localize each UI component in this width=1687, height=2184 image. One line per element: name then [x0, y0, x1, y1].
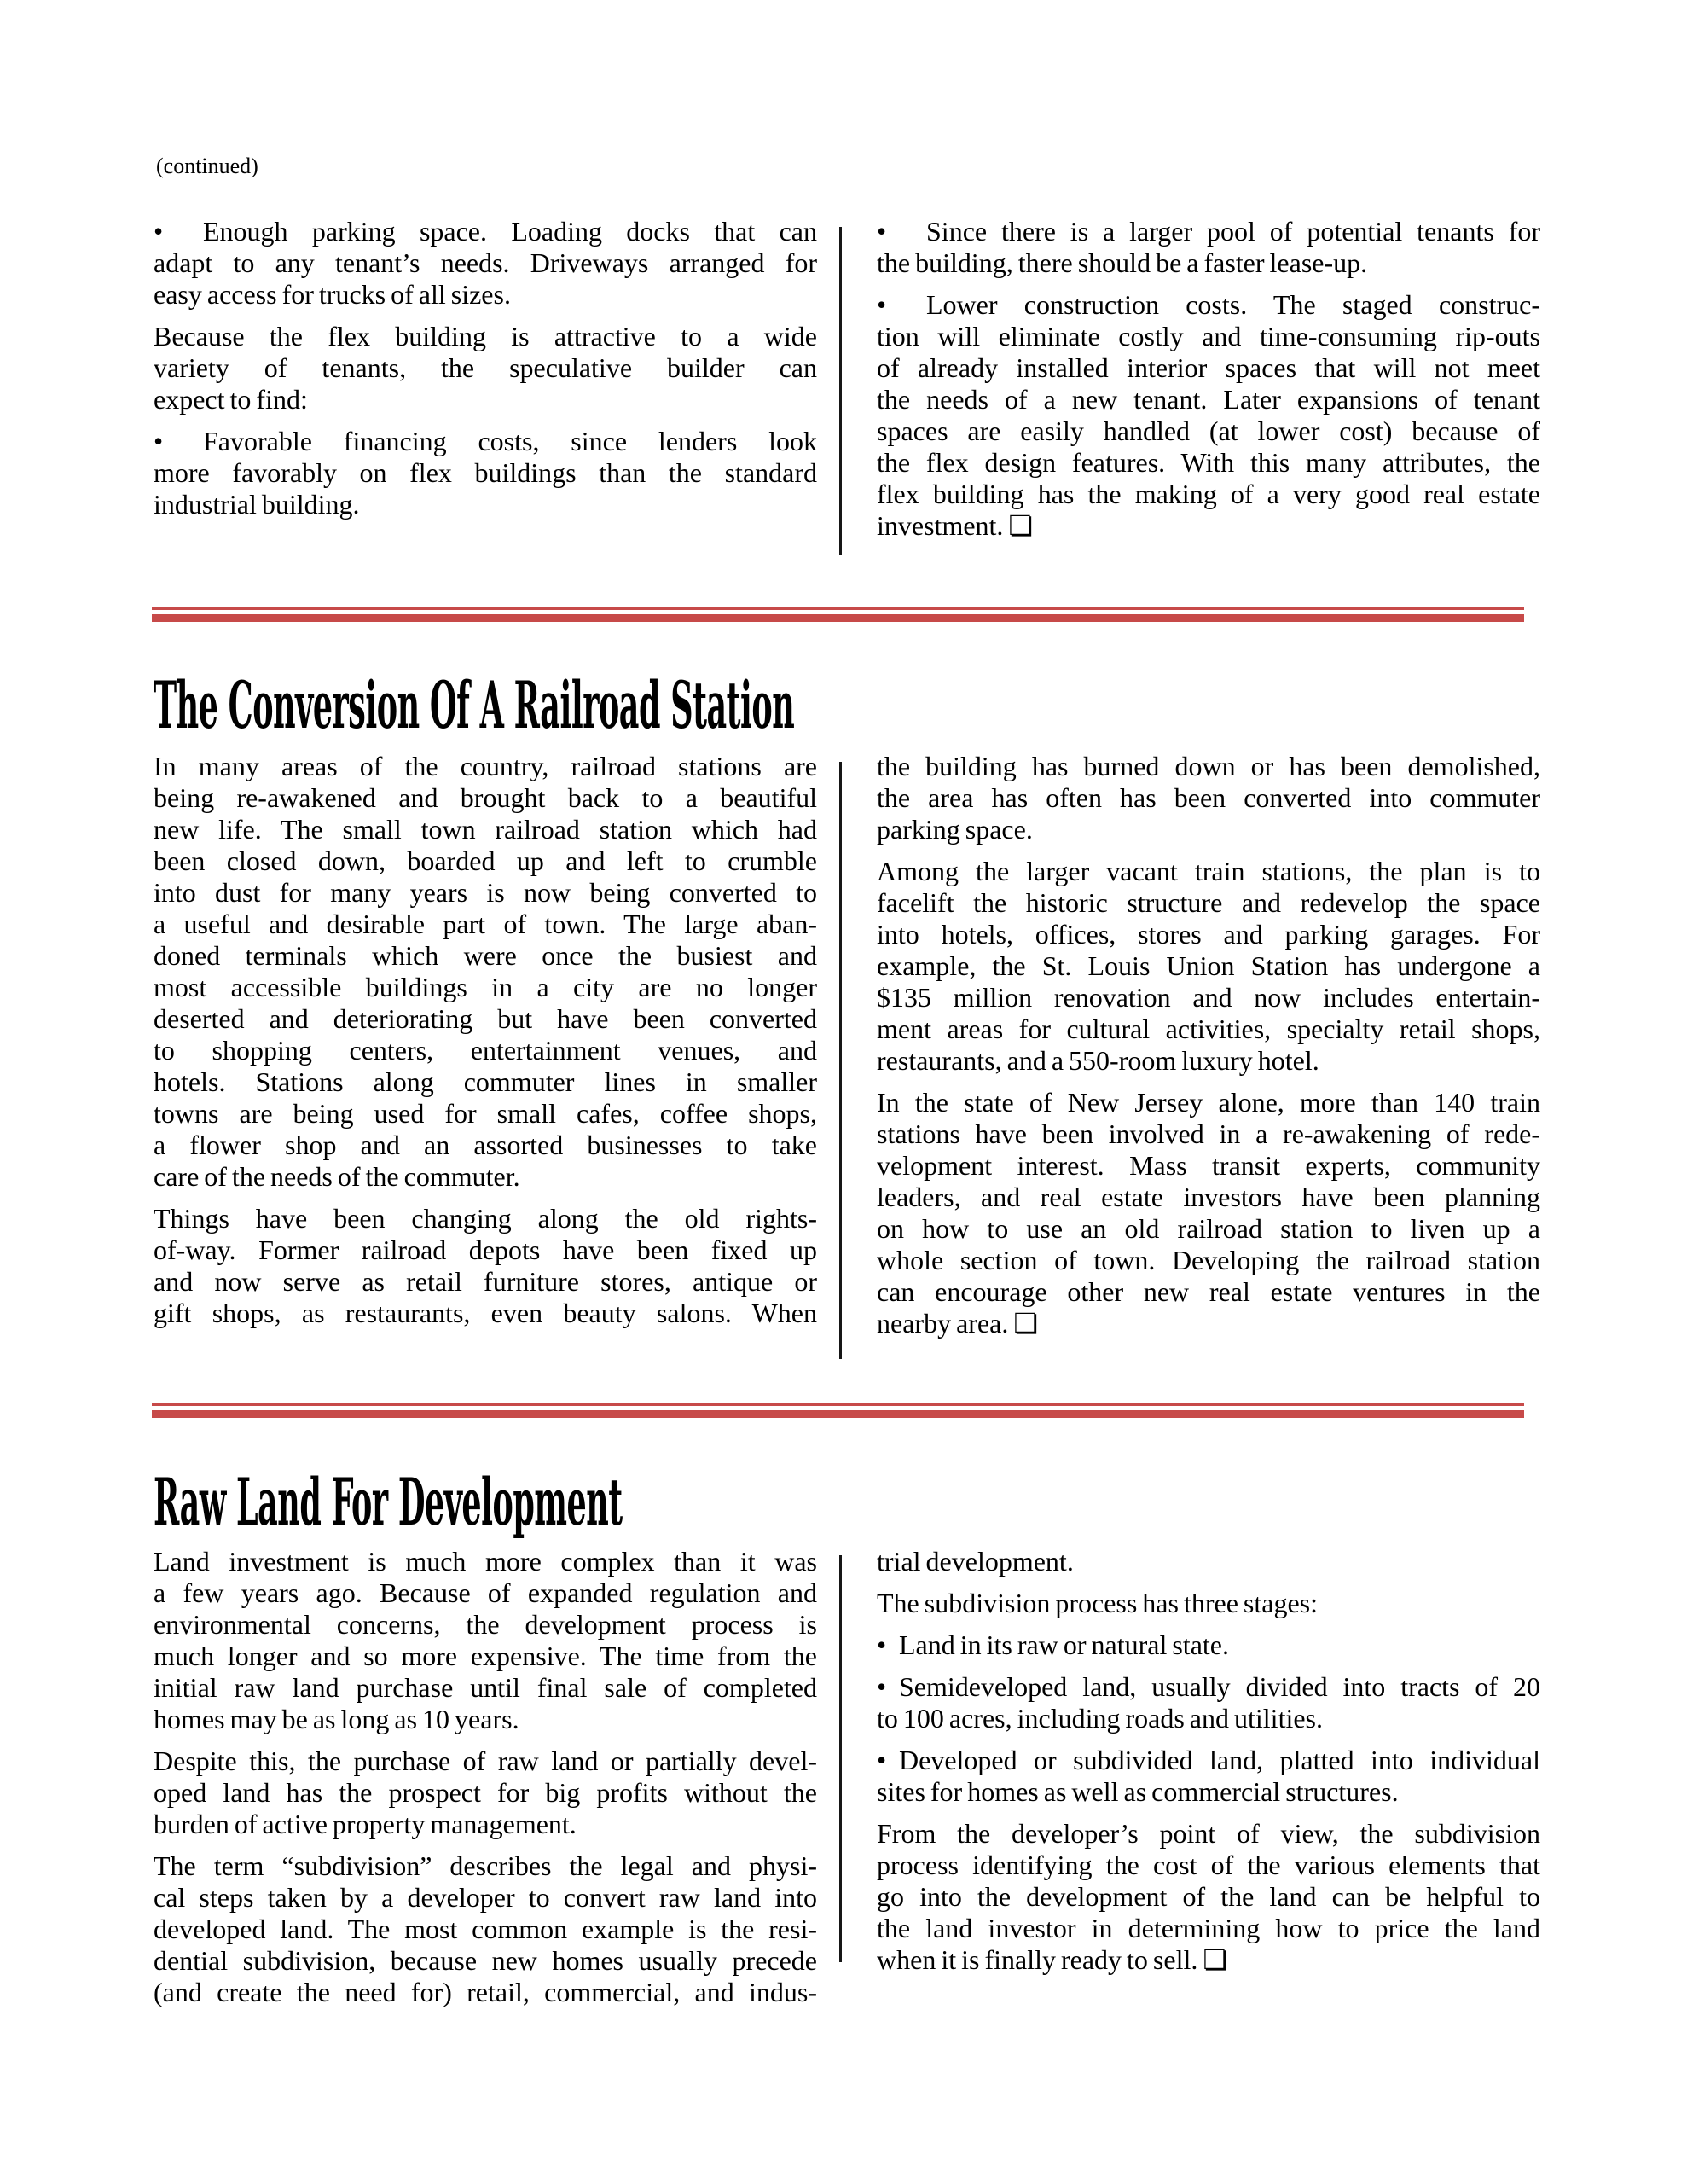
paragraph [877, 1087, 1540, 1339]
text-line: new life. The small town railroad station which had [154, 814, 817, 845]
bullet-marker: • [154, 426, 164, 456]
article1-left-column [154, 751, 817, 1339]
text-line: a few years ago. Because of expanded regulation and [154, 1577, 817, 1608]
text-line: most accessible buildings in a city are no longer [154, 972, 817, 1002]
text-line: (and create the need for) retail, commercial, and indus- [154, 1977, 817, 2007]
text-line: much longer and so more expensive. The time from the [154, 1641, 817, 1671]
paragraph [154, 751, 817, 1193]
text-line: adapt to any tenant’s needs. Driveways arranged for [154, 247, 817, 278]
text-line: parking space. [877, 814, 1033, 845]
bullet-marker: • [877, 1671, 887, 1702]
paragraph [154, 1546, 817, 1735]
text-line: been closed down, boarded up and left to crumble [154, 845, 817, 876]
text-line: • Developed or subdivided land, platted into individual [877, 1745, 1540, 1775]
text-line: the building, there should be a faster lease-up. [877, 247, 1368, 278]
article-title-railroad-station: The Conversion Of A Railroad Station [154, 667, 795, 743]
text-line: ment areas for cultural activities, specialty retail shops, [877, 1014, 1540, 1044]
bullet-marker: • [877, 1745, 887, 1775]
paragraph [154, 216, 817, 311]
text-line: to 100 acres, including roads and utilities. [877, 1703, 1323, 1734]
bullet-marker: • [154, 216, 164, 247]
divider-thick-line [152, 1410, 1524, 1418]
text-line: to shopping centers, entertainment venues, and [154, 1035, 817, 1066]
text-line: Despite this, the purchase of raw land or partially devel- [154, 1745, 817, 1776]
text-line: a useful and desirable part of town. The large aban- [154, 909, 817, 939]
section-divider [152, 607, 1524, 622]
paragraph [877, 1546, 1540, 1577]
text-line: industrial building. [154, 489, 360, 520]
text-line: facelift the historic structure and redevelop the space [877, 887, 1540, 918]
text-line: the land investor in determining how to price the land [877, 1913, 1540, 1943]
paragraph [877, 751, 1540, 845]
text-line: towns are being used for small cafes, coffee shops, [154, 1098, 817, 1129]
text-line: trial development. [877, 1546, 1074, 1577]
text-line: and now serve as retail furniture stores, antique or [154, 1266, 817, 1297]
paragraph [877, 1818, 1540, 1976]
text-line: when it is finally ready to sell. ❏ [877, 1944, 1228, 1975]
text-line: leaders, and real estate investors have been planning [877, 1182, 1540, 1212]
text-line: The subdivision process has three stages: [877, 1588, 1318, 1618]
text-line: of already installed interior spaces that will not meet [877, 352, 1540, 383]
text-line: From the developer’s point of view, the subdivision [877, 1818, 1540, 1849]
text-line: investment. ❏ [877, 510, 1034, 541]
divider-thick-line [152, 614, 1524, 622]
divider-thin-line [152, 1403, 1524, 1406]
text-line: environmental concerns, the development process is [154, 1609, 817, 1640]
text-line: the building has burned down or has been demolished, [877, 751, 1540, 781]
text-line: of-way. Former railroad depots have been fixed up [154, 1234, 817, 1265]
bullet-marker: • [877, 1629, 887, 1660]
column-divider-rule [839, 1555, 842, 1962]
paragraph [877, 1671, 1540, 1734]
text-line: sites for homes as well as commercial structures. [877, 1776, 1399, 1807]
text-line: • Enough parking space. Loading docks that can [154, 216, 817, 247]
text-line: The term “subdivision” describes the legal and physi- [154, 1850, 817, 1881]
text-line: Things have been changing along the old rights- [154, 1203, 817, 1234]
text-line: In the state of New Jersey alone, more than 140 train [877, 1087, 1540, 1118]
paragraph [154, 1745, 817, 1840]
paragraph [154, 1850, 817, 2008]
paragraph [877, 289, 1540, 542]
text-line: • Land in its raw or natural state. [877, 1629, 1229, 1660]
text-line: more favorably on flex buildings than the standard [154, 457, 817, 488]
paragraph [877, 1588, 1540, 1619]
text-line: hotels. Stations along commuter lines in smaller [154, 1066, 817, 1097]
bullet-marker: • [877, 216, 887, 247]
text-line: easy access for trucks of all sizes. [154, 279, 511, 310]
text-line: burden of active property management. [154, 1809, 577, 1839]
divider-thin-line [152, 607, 1524, 610]
text-line: on how to use an old railroad station to liven up a [877, 1213, 1540, 1244]
text-line: tion will eliminate costly and time-consuming rip-outs [877, 321, 1540, 351]
text-line: process identifying the cost of the various elements that [877, 1850, 1540, 1880]
text-line: doned terminals which were once the busiest and [154, 940, 817, 971]
text-line: • Since there is a larger pool of potential tenants for [877, 216, 1540, 247]
text-line: example, the St. Louis Union Station has undergone a [877, 950, 1540, 981]
text-line: gift shops, as restaurants, even beauty salons. When [154, 1298, 817, 1328]
bullet-marker: • [877, 289, 887, 320]
text-line: cal steps taken by a developer to convert raw land into [154, 1882, 817, 1913]
column-divider-rule [839, 762, 842, 1359]
text-line: developed land. The most common example is the resi- [154, 1914, 817, 1944]
text-line: the needs of a new tenant. Later expansions of tenant [877, 384, 1540, 415]
text-line: care of the needs of the commuter. [154, 1161, 520, 1192]
text-line: into dust for many years is now being converted to [154, 877, 817, 908]
text-line: a flower shop and an assorted businesses to take [154, 1130, 817, 1160]
text-line: being re-awakened and brought back to a beautiful [154, 782, 817, 813]
top-section-right-column [877, 216, 1540, 552]
text-line: the area has often has been converted into commuter [877, 782, 1540, 813]
top-section-left-column [154, 216, 817, 531]
text-line: can encourage other new real estate ventures in the [877, 1276, 1540, 1307]
paragraph [877, 1745, 1540, 1808]
text-line: the flex design features. With this many attributes, the [877, 447, 1540, 478]
text-line: oped land has the prospect for big profits without the [154, 1777, 817, 1808]
text-line: into hotels, offices, stores and parking garages. For [877, 919, 1540, 950]
text-line: $135 million renovation and now includes entertain- [877, 982, 1540, 1013]
text-line: stations have been involved in a re-awakening of rede- [877, 1118, 1540, 1149]
text-line: In many areas of the country, railroad stations are [154, 751, 817, 781]
article2-right-column [877, 1546, 1540, 1986]
text-line: Because the flex building is attractive to a wide [154, 321, 817, 351]
text-line: dential subdivision, because new homes usually precede [154, 1945, 817, 1976]
text-line: Among the larger vacant train stations, the plan is to [877, 856, 1540, 886]
paragraph [877, 1629, 1540, 1661]
text-line: • Lower construction costs. The staged construc- [877, 289, 1540, 320]
paragraph [877, 216, 1540, 279]
continued-label: (continued) [156, 154, 258, 178]
section-divider [152, 1403, 1524, 1418]
text-line: deserted and deteriorating but have been converted [154, 1003, 817, 1034]
text-line: Land investment is much more complex than it was [154, 1546, 817, 1577]
text-line: whole section of town. Developing the railroad station [877, 1245, 1540, 1275]
text-line: initial raw land purchase until final sale of completed [154, 1672, 817, 1703]
article2-left-column [154, 1546, 817, 2018]
text-line: • Favorable financing costs, since lenders look [154, 426, 817, 456]
text-line: nearby area. ❏ [877, 1308, 1039, 1339]
article-title-raw-land: Raw Land For Development [154, 1464, 623, 1540]
text-line: variety of tenants, the speculative builder can [154, 352, 817, 383]
text-line: velopment interest. Mass transit experts, community [877, 1150, 1540, 1181]
text-line: homes may be as long as 10 years. [154, 1704, 519, 1734]
text-line: flex building has the making of a very good real estate [877, 479, 1540, 509]
paragraph [154, 321, 817, 415]
column-divider-rule [839, 227, 842, 555]
paragraph [154, 426, 817, 520]
article1-right-column [877, 751, 1540, 1350]
text-line: go into the development of the land can be helpful to [877, 1881, 1540, 1912]
paragraph [154, 1203, 817, 1329]
text-line: restaurants, and a 550-room luxury hotel. [877, 1045, 1319, 1076]
text-line: spaces are easily handled (at lower cost) because of [877, 415, 1540, 446]
text-line: • Semideveloped land, usually divided into tracts of 20 [877, 1671, 1540, 1702]
text-line: expect to find: [154, 384, 308, 415]
paragraph [877, 856, 1540, 1077]
